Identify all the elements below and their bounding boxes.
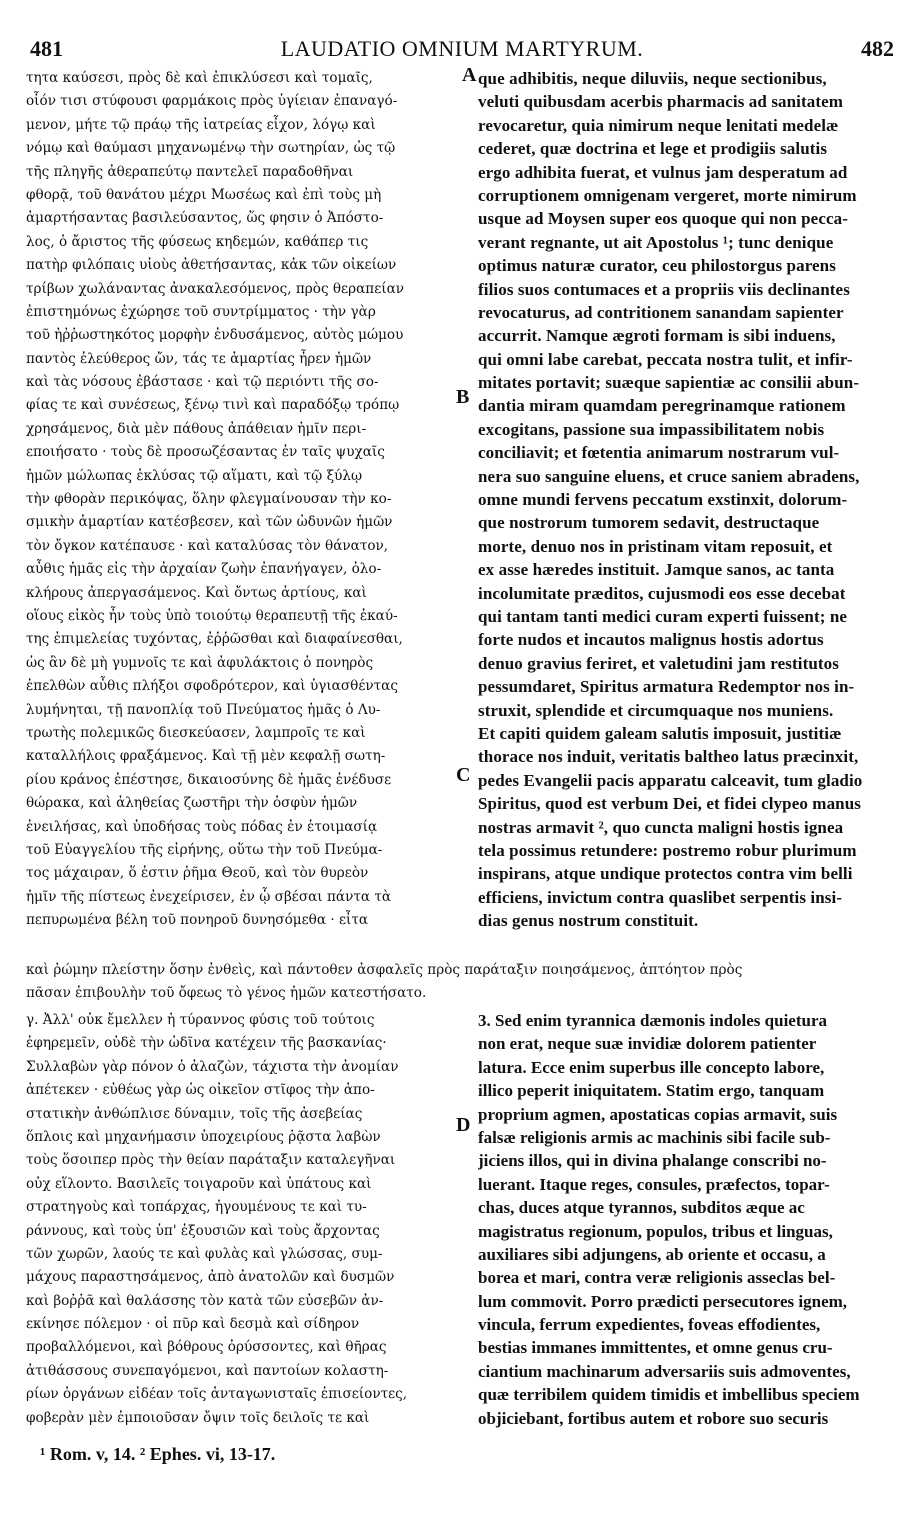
greek-line: ὡς ἂν δὲ μὴ γυμνοῖς τε καὶ ἀφυλάκτοις ὁ πονηρὸς — [26, 654, 374, 671]
greek-line: τὸν ὄγκον κατέπαυσε · καὶ καταλύσας τὸν θάνατον, — [26, 537, 389, 554]
greek-line: οἵους εἰκὸς ἦν τοὺς ὑπὸ τοιούτῳ θεραπευτῇ τῆς ἐκαύ- — [26, 607, 398, 624]
latin-line: Et capiti quidem galeam salutis imposuit, justitiæ — [478, 723, 842, 743]
greek-wide-line: πᾶσαν ἐπιβουλὴν τοῦ ὄφεως τὸ γένος ἡμῶν κατεστήσατο. — [26, 985, 427, 1002]
latin-s3-line: falsæ religionis armis ac machinis sibi facile sub- — [478, 1127, 831, 1147]
latin-s3-line: vincula, ferrum expedientes, foveas effodientes, — [478, 1315, 821, 1335]
latin-column — [478, 67, 892, 932]
latin-s3-line: lum commovit. Porro prædicti persecutores ignem, — [478, 1291, 848, 1311]
greek-line: πεπυρωμένα βέλη τοῦ πονηροῦ δυνησόμεθα · εἶτα — [26, 912, 369, 929]
page-number-left: 481 — [30, 36, 63, 61]
latin-s3-line: objiciebant, fortibus autem et robore suo securis — [478, 1408, 829, 1428]
greek-line: παντὸς ἐλεύθερος ὤν, τάς τε ἁμαρτίας ἦρεν ἡμῶν — [26, 350, 372, 367]
greek-line: φθορᾷ, τοῦ θανάτου μέχρι Μωσέως καὶ ἐπὶ τοὺς μὴ — [26, 186, 382, 203]
latin-line: efficiens, invictum contra quaslibet serpentis insi- — [478, 887, 843, 907]
latin-s3-line: proprium agmen, apostaticas copias armavit, suis — [478, 1104, 838, 1124]
latin-s3-line: magistratus regionum, populos, tribus et linguas, — [478, 1221, 833, 1241]
greek-line: της ἐπιμελείας τυχόντας, ἐῤῥῶσθαι καὶ διαφαίνεσθαι, — [26, 631, 403, 648]
margin-marker-a: A — [462, 64, 477, 86]
latin-line: qui tantam tanti medici curam experti fuissent; ne — [478, 606, 848, 626]
latin-line: usque ad Moysen super eos quoque qui non pecca- — [478, 209, 848, 229]
greek-s3-line: ἀπέτεκεν · εὐθέως γὰρ ὡς οἰκεῖον στῖφος τὴν ἀπο- — [26, 1082, 375, 1099]
margin-marker-d: D — [456, 1114, 471, 1136]
latin-line: revocaretur, quia nimirum neque lenitati medelæ — [478, 115, 839, 135]
footnotes: ¹ Rom. v, 14. ² Ephes. vi, 13-17. — [40, 1444, 276, 1464]
greek-s3-line: Συλλαβὼν γὰρ πόνον ὁ ἀλαζὼν, τάχιστα τὴν ἀνομίαν — [26, 1058, 399, 1075]
latin-line: omne mundi fervens peccatum exstinxit, dolorum- — [478, 490, 848, 510]
latin-line: nera suo sanguine eluens, et cruce saniem abradens, — [478, 466, 860, 486]
greek-line: τοῦ Εὐαγγελίου τῆς εἰρήνης, οὕτω τὴν τοῦ Πνεύμα- — [26, 841, 383, 858]
greek-line: καταλλήλοις φραξάμενος. Καὶ τῇ μὲν κεφαλῇ σωτη- — [26, 748, 386, 765]
greek-line: τρωτὴς πολεμικῶς διεσκεύασεν, λαμπροῖς τε καὶ — [26, 724, 366, 741]
latin-line: qui omni labe carebat, peccata nostra tulit, et infir- — [478, 349, 853, 369]
latin-line: excogitans, passione sua impassibilitatem nobis — [478, 419, 825, 439]
greek-s3-line: καὶ βοῤῥᾶ καὶ θαλάσσης τὸν κατὰ τῶν εὐσεβῶν ἀν- — [26, 1292, 384, 1309]
latin-s3-line: illico peperit iniquitatem. Statim ergo, tanquam — [478, 1081, 825, 1101]
latin-line: que adhibitis, neque diluviis, neque sectionibus, — [478, 69, 827, 88]
latin-line: mitates portavit; suæque sapientiæ ac consilii abun- — [478, 373, 860, 393]
greek-line: λος, ὁ ἄριστος τῆς φύσεως κηδεμών, καθάπερ τις — [26, 233, 369, 250]
latin-s3-line: luerant. Itaque reges, consules, præfectos, topar- — [478, 1174, 830, 1194]
latin-line: optimus naturæ curator, ceu philostorgus parens — [478, 256, 836, 276]
greek-line: αὖθις ἡμᾶς εἰς τὴν ἀρχαίαν ζωὴν ἐπανήγαγεν, ὁλο- — [26, 561, 382, 578]
greek-line: καὶ τὰς νόσους ἐβάστασε · καὶ τῷ περιόντι τῆς σο- — [26, 374, 379, 391]
greek-s3-line: ὅπλοις καὶ μηχανήμασιν ὑποχειρίους ῥᾷστα λαβὼν — [26, 1128, 381, 1145]
latin-line: corruptionem omnigenam vergeret, morte nimirum — [478, 185, 857, 205]
latin-line: denuo gravius feriret, et valetudini jam restitutos — [478, 653, 839, 673]
greek-line: τῆς πληγῆς ἀθεραπεύτῳ παντελεῖ παραδοθῆναι — [26, 163, 354, 180]
latin-line: filios suos contumaces et a propriis viis declinantes — [478, 279, 850, 299]
latin-line: nostras armavit ², quo cuncta maligni hostis ignea — [478, 817, 844, 837]
latin-line: ex asse hæredes instituit. Jamque sanos, ac tanta — [478, 560, 835, 580]
latin-line: conciliavit; et fœtentia animarum nostrarum vul- — [478, 443, 840, 463]
greek-line: χρησάμενος, διὰ μὲν πάθους ἀπάθειαν ἡμῖν περι- — [26, 420, 367, 437]
latin-line: struxit, splendide et circumquaque nos muniens. — [478, 700, 834, 720]
greek-line: ἐπελθὼν αὖθις πλήξοι σφοδρότερον, καὶ ὑγιασθέντας — [26, 678, 398, 695]
greek-line: ἡμῶν μώλωπας ἐκλύσας τῷ αἵματι, καὶ τῷ ξύλῳ — [26, 467, 363, 484]
greek-line: οἷόν τισι στύφουσι φαρμάκοις πρὸς ὑγίειαν ἐπαναγό- — [26, 93, 398, 110]
latin-s3-line: latura. Ecce enim superbus ille concepto labore, — [478, 1057, 825, 1077]
margin-marker-c: C — [456, 764, 471, 786]
greek-line: τὴν φθορὰν περικόψας, ὅλην φλεγμαίνουσαν τὴν κο- — [26, 491, 392, 508]
greek-s3-line: προβαλλόμενοι, καὶ βόθρους ὀρύσσοντες, καὶ θῆρας — [26, 1339, 387, 1356]
latin-s3-line: chas, duces atque tyrannos, subditos æque ac — [478, 1198, 805, 1218]
latin-line: cederet, quæ doctrina et lege et prodigiis salutis — [478, 139, 828, 159]
margin-marker-b: B — [456, 386, 470, 408]
latin-line: thorace nos induit, veritatis baltheo latus præcinxit, — [478, 747, 859, 767]
greek-s3-line: ρίων ὀργάνων εἰδέαν τοῖς ἀνταγωνισταῖς ἐπισείοντες, — [26, 1386, 408, 1403]
latin-s3-line: non erat, neque suæ invidiæ dolorem patienter — [478, 1034, 817, 1054]
greek-line: λυμήνηται, τῇ πανοπλίᾳ τοῦ Πνεύματος ἡμᾶς ὁ Λυ- — [26, 701, 381, 718]
greek-s3-line: στρατηγοὺς καὶ τοπάρχας, ἡγουμένους τε καὶ τυ- — [26, 1199, 367, 1216]
latin-line: incolumitate præditos, cujusmodi eos esse decebat — [478, 583, 846, 603]
greek-line: νόμῳ καὶ θαύμασι μηχανωμένῳ τὴν σωτηρίαν, ὡς τῷ — [26, 140, 396, 157]
greek-line: πατὴρ φιλόπαις υἱοὺς ἀθετήσαντας, κἀκ τῶν οἰκείων — [26, 257, 397, 274]
greek-line: φίας τε καὶ συνέσεως, ξένῳ τινὶ καὶ παραδόξῳ τρόπῳ — [26, 397, 400, 414]
running-title: LAUDATIO OMNIUM MARTYRUM. — [280, 36, 644, 61]
greek-column-section-3 — [26, 1009, 458, 1430]
greek-line: ἁμαρτήσαντας βασιλεύσαντος, ὥς φησιν ὁ Ἀπόστο- — [26, 210, 384, 227]
greek-s3-line: ἐφηρεμεῖν, οὐδὲ τὴν ὠδῖνα κατέχειν τῆς βασκανίας· — [26, 1035, 387, 1052]
greek-line: κλήρους ἀπεργασάμενος. Καὶ ὄντως ἀρτίους, καὶ — [26, 584, 367, 601]
greek-line: τρίβων χωλάναντας ἀνακαλεσόμενος, πρὸς θεραπείαν — [26, 280, 405, 297]
latin-line: que nostrorum tumorem sedavit, destructaque — [478, 513, 820, 533]
greek-s3-line: οὐχ εἵλοντο. Βασιλεῖς τοιγαροῦν καὶ ὑπάτους καὶ — [26, 1175, 372, 1192]
latin-s3-line: quæ terribilem quidem timidis et imbellibus speciem — [478, 1385, 860, 1405]
greek-line: ἐπιστημόνως ἐχώρησε τοῦ συντρίμματος · τὴν γὰρ — [26, 303, 376, 320]
greek-line: τοῦ ἠῤῥωστηκότος μορφὴν ἐνδυσάμενος, αὐτὸς μώμου — [26, 327, 404, 344]
latin-line: forte nudos et incautos malignus hostis adortus — [478, 630, 824, 650]
latin-s3-line: jiciens illos, qui in divina phalange conscribi no- — [478, 1151, 827, 1171]
greek-line: ἡμῖν τῆς πίστεως ἐνεχείρισεν, ἐν ᾧ σβέσαι πάντα τὰ — [26, 888, 392, 905]
greek-line: θώρακα, καὶ ἀληθείας ζωστῆρι τὴν ὀσφὺν ἡμῶν — [26, 795, 358, 812]
latin-line: accurrit. Namque ægroti formam is sibi induens, — [478, 326, 836, 346]
greek-line: εποιήσατο · τοὺς δὲ προσωζέσαντας ἐν ταῖς ψυχαῖς — [26, 444, 385, 461]
greek-s3-line: φοβερὰν μὲν ἐμποιοῦσαν ὄψιν τοῖς δειλοῖς τε καὶ — [26, 1409, 370, 1426]
greek-s3-line: ἀτιθάσσους συνεπαγόμενοι, καὶ παντοίων κολαστη- — [26, 1362, 389, 1379]
latin-line: Spiritus, quod est verbum Dei, et fidei clypeo manus — [478, 794, 861, 814]
page-number-right: 482 — [861, 36, 894, 61]
greek-column — [26, 67, 458, 932]
greek-s3-line: γ. Ἀλλ' οὐκ ἔμελλεν ἡ τύραννος φύσις τοῦ τούτοις — [26, 1012, 375, 1028]
greek-line: μενον, μήτε τῷ πράῳ τῆς ἰατρείας εἶχον, λόγῳ καὶ — [26, 116, 376, 133]
greek-s3-line: τῶν χωρῶν, λαούς τε καὶ φυλὰς καὶ γλώσσας, συμ- — [26, 1245, 383, 1262]
page-header — [30, 36, 894, 66]
latin-line: ergo adhibita fuerat, et vulnus jam desperatum ad — [478, 162, 848, 182]
latin-line: dias genus nostrum constituit. — [478, 911, 699, 931]
latin-line: tela possimus retundere: postremo robur plurimum — [478, 840, 857, 860]
latin-line: verant regnante, ut ait Apostolus ¹; tunc denique — [478, 232, 834, 252]
greek-wide-line: καὶ ῥώμην πλείστην ὅσην ἐνθεὶς, καὶ πάντοθεν ἀσφαλεῖς πρὸς παράταξιν ποιησάμενος, ἀπτόητον πρὸς — [26, 962, 743, 978]
latin-s3-line: 3. Sed enim tyrannica dæmonis indoles quietura — [478, 1011, 828, 1030]
greek-line: σμικὴν ἁμαρτίαν κατέσβεσεν, καὶ τῶν ὠδυνῶν ἡμῶν — [26, 514, 393, 531]
greek-line: ρίου κράνος ἐπέστησε, δικαιοσύνης δὲ ἡμᾶς ἐνέδυσε — [26, 771, 392, 788]
greek-wide-lines — [26, 959, 892, 1006]
latin-line: dantia miram quamdam peregrinamque rationem — [478, 396, 846, 416]
greek-s3-line: ράννους, καὶ τοὺς ὑπ' ἐξουσιῶν καὶ τοὺς ἄρχοντας — [26, 1222, 380, 1239]
latin-line: morte, denuo nos in pristinam vitam reposuit, et — [478, 536, 833, 556]
latin-line: pessumdaret, Spiritus armatura Redemptor nos in- — [478, 677, 855, 697]
greek-s3-line: μάχους παραστησάμενος, ἀπὸ ἀνατολῶν καὶ δυσμῶν — [26, 1269, 395, 1286]
latin-s3-line: bestias immanes immittentes, et omne genus cru- — [478, 1338, 833, 1358]
latin-s3-line: borea et mari, contra veræ religionis asseclas bel- — [478, 1268, 836, 1288]
latin-column-section-3 — [478, 1009, 892, 1430]
greek-s3-line: τοὺς ὅσοιπερ πρὸς τὴν θείαν παράταξιν καταλεγῆναι — [26, 1152, 396, 1169]
greek-s3-line: εκίνησε πόλεμον · οἱ πῦρ καὶ δεσμὰ καὶ σίδηρον — [26, 1316, 360, 1333]
greek-line: ἐνειλήσας, καὶ ὑποδήσας τοὺς πόδας ἐν ἑτοιμασίᾳ — [26, 818, 378, 835]
latin-line: inspirans, atque undique protectos contra vim belli — [478, 864, 853, 884]
greek-line: τητα καύσεσι, πρὸς δὲ καὶ ἐπικλύσεσι καὶ τομαῖς, — [26, 70, 373, 86]
greek-line: τος μάχαιραν, ὅ ἐστιν ῥῆμα Θεοῦ, καὶ τὸν θυρεὸν — [26, 865, 369, 882]
latin-line: pedes Evangelii pacis apparatu calceavit, tum gladio — [478, 770, 863, 790]
latin-s3-line: ciantium machinarum adversariis suis admoventes, — [478, 1361, 851, 1381]
latin-line: veluti quibusdam acerbis pharmacis ad sanitatem — [478, 92, 844, 112]
latin-s3-line: auxiliares sibi adjungens, ab oriente et occasu, a — [478, 1244, 826, 1264]
latin-line: revocaturus, ad contritionem sanandam sapienter — [478, 302, 844, 322]
greek-s3-line: στατικὴν ἀνθώπλισε δύναμιν, τοῖς τῆς ἀσεβείας — [26, 1105, 363, 1122]
